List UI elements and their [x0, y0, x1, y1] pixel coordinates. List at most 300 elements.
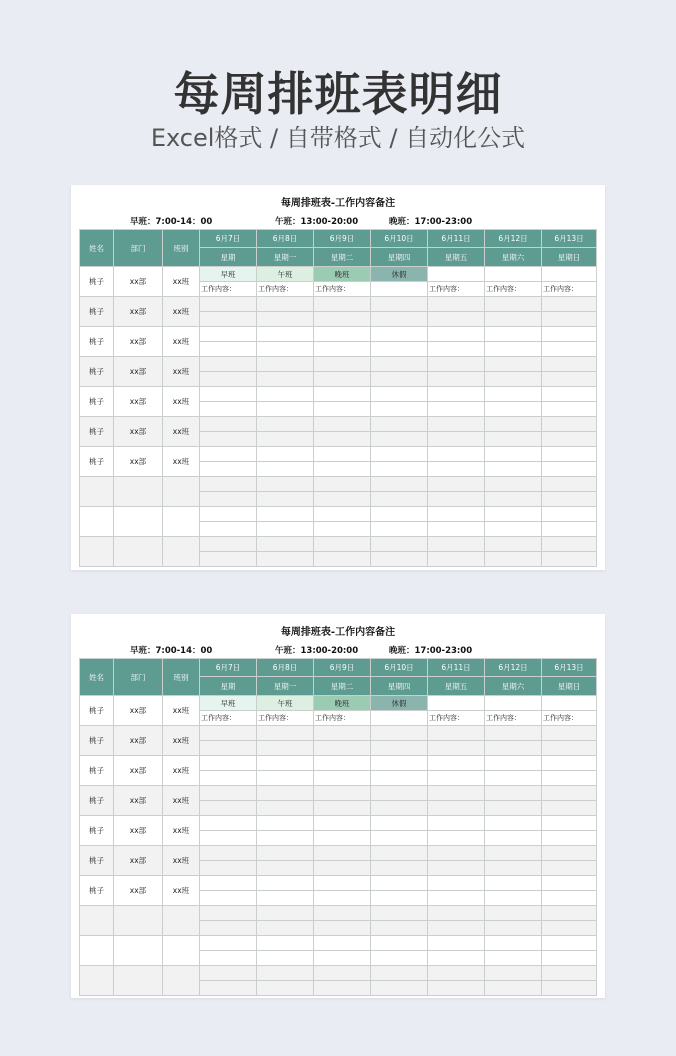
work-note-cell[interactable]: 工作内容：: [314, 711, 371, 726]
shift-cell[interactable]: [371, 297, 428, 312]
shift-cell[interactable]: [485, 327, 542, 342]
work-note-cell[interactable]: [257, 921, 314, 936]
employee-name[interactable]: 桃子: [80, 816, 114, 846]
shift-cell[interactable]: [371, 507, 428, 522]
work-note-cell[interactable]: [428, 921, 485, 936]
employee-name[interactable]: 桃子: [80, 756, 114, 786]
work-note-cell[interactable]: [257, 492, 314, 507]
work-note-cell[interactable]: [200, 741, 257, 756]
work-note-cell[interactable]: 工作内容：: [485, 711, 542, 726]
work-note-cell[interactable]: [542, 432, 597, 447]
shift-cell[interactable]: [200, 726, 257, 741]
employee-group[interactable]: xx班: [163, 447, 200, 477]
work-note-cell[interactable]: 工作内容：: [200, 711, 257, 726]
work-note-cell[interactable]: [428, 831, 485, 846]
shift-cell[interactable]: [371, 966, 428, 981]
employee-name[interactable]: 桃子: [80, 267, 114, 297]
shift-cell[interactable]: [371, 906, 428, 921]
work-note-cell[interactable]: [542, 522, 597, 537]
shift-cell[interactable]: [200, 537, 257, 552]
employee-dept[interactable]: xx部: [114, 357, 163, 387]
work-note-cell[interactable]: [485, 801, 542, 816]
work-note-cell[interactable]: 工作内容：: [542, 282, 597, 297]
work-note-cell[interactable]: [314, 432, 371, 447]
shift-cell[interactable]: [314, 906, 371, 921]
work-note-cell[interactable]: [485, 741, 542, 756]
shift-cell[interactable]: [542, 297, 597, 312]
work-note-cell[interactable]: [542, 951, 597, 966]
shift-cell[interactable]: [428, 966, 485, 981]
shift-cell[interactable]: [428, 756, 485, 771]
shift-cell[interactable]: [257, 507, 314, 522]
work-note-cell[interactable]: [428, 462, 485, 477]
work-note-cell[interactable]: [428, 741, 485, 756]
shift-cell[interactable]: [485, 417, 542, 432]
shift-cell[interactable]: [200, 966, 257, 981]
shift-cell[interactable]: [542, 786, 597, 801]
work-note-cell[interactable]: [371, 372, 428, 387]
shift-cell[interactable]: [314, 846, 371, 861]
shift-cell[interactable]: [542, 726, 597, 741]
work-note-cell[interactable]: [257, 342, 314, 357]
employee-name[interactable]: 桃子: [80, 327, 114, 357]
shift-cell[interactable]: [485, 537, 542, 552]
shift-cell[interactable]: 休假: [371, 696, 428, 711]
employee-name[interactable]: 桃子: [80, 726, 114, 756]
work-note-cell[interactable]: [200, 492, 257, 507]
employee-group[interactable]: xx班: [163, 327, 200, 357]
employee-group[interactable]: xx班: [163, 267, 200, 297]
shift-cell[interactable]: [485, 297, 542, 312]
employee-group[interactable]: xx班: [163, 417, 200, 447]
shift-cell[interactable]: [542, 267, 597, 282]
shift-cell[interactable]: [257, 417, 314, 432]
shift-cell[interactable]: [314, 726, 371, 741]
work-note-cell[interactable]: [371, 282, 428, 297]
work-note-cell[interactable]: [257, 402, 314, 417]
shift-cell[interactable]: 早班: [200, 267, 257, 282]
shift-cell[interactable]: [314, 816, 371, 831]
shift-cell[interactable]: [200, 846, 257, 861]
employee-dept[interactable]: xx部: [114, 756, 163, 786]
shift-cell[interactable]: [371, 756, 428, 771]
work-note-cell[interactable]: [371, 711, 428, 726]
work-note-cell[interactable]: [257, 951, 314, 966]
shift-cell[interactable]: [542, 816, 597, 831]
shift-cell[interactable]: [314, 537, 371, 552]
work-note-cell[interactable]: [314, 741, 371, 756]
work-note-cell[interactable]: [542, 831, 597, 846]
employee-name[interactable]: 桃子: [80, 876, 114, 906]
work-note-cell[interactable]: [485, 312, 542, 327]
shift-cell[interactable]: [314, 357, 371, 372]
shift-cell[interactable]: [428, 297, 485, 312]
shift-cell[interactable]: [200, 936, 257, 951]
work-note-cell[interactable]: [485, 432, 542, 447]
employee-dept[interactable]: xx部: [114, 816, 163, 846]
work-note-cell[interactable]: [371, 342, 428, 357]
employee-group[interactable]: xx班: [163, 696, 200, 726]
work-note-cell[interactable]: [485, 921, 542, 936]
shift-cell[interactable]: [314, 297, 371, 312]
work-note-cell[interactable]: [314, 891, 371, 906]
shift-cell[interactable]: [200, 387, 257, 402]
shift-cell[interactable]: [542, 357, 597, 372]
work-note-cell[interactable]: [485, 342, 542, 357]
work-note-cell[interactable]: [542, 552, 597, 567]
shift-cell[interactable]: [485, 507, 542, 522]
shift-cell[interactable]: [371, 327, 428, 342]
shift-cell[interactable]: [485, 936, 542, 951]
work-note-cell[interactable]: 工作内容：: [314, 282, 371, 297]
employee-dept[interactable]: xx部: [114, 327, 163, 357]
employee-name[interactable]: 桃子: [80, 387, 114, 417]
work-note-cell[interactable]: [314, 771, 371, 786]
shift-cell[interactable]: 午班: [257, 696, 314, 711]
work-note-cell[interactable]: [485, 462, 542, 477]
shift-cell[interactable]: [428, 846, 485, 861]
work-note-cell[interactable]: [542, 861, 597, 876]
shift-cell[interactable]: [257, 297, 314, 312]
work-note-cell[interactable]: [257, 831, 314, 846]
shift-cell[interactable]: [257, 786, 314, 801]
shift-cell[interactable]: [485, 357, 542, 372]
shift-cell[interactable]: [200, 816, 257, 831]
shift-cell[interactable]: [257, 726, 314, 741]
shift-cell[interactable]: [485, 387, 542, 402]
work-note-cell[interactable]: [542, 312, 597, 327]
shift-cell[interactable]: [428, 786, 485, 801]
shift-cell[interactable]: [428, 327, 485, 342]
employee-name[interactable]: 桃子: [80, 846, 114, 876]
work-note-cell[interactable]: [485, 981, 542, 996]
shift-cell[interactable]: [314, 417, 371, 432]
shift-cell[interactable]: [428, 387, 485, 402]
work-note-cell[interactable]: [257, 981, 314, 996]
work-note-cell[interactable]: [257, 312, 314, 327]
shift-cell[interactable]: [314, 477, 371, 492]
shift-cell[interactable]: 午班: [257, 267, 314, 282]
work-note-cell[interactable]: [371, 462, 428, 477]
shift-cell[interactable]: [314, 507, 371, 522]
work-note-cell[interactable]: [314, 831, 371, 846]
work-note-cell[interactable]: 工作内容：: [542, 711, 597, 726]
work-note-cell[interactable]: [257, 861, 314, 876]
work-note-cell[interactable]: [371, 921, 428, 936]
employee-dept[interactable]: xx部: [114, 846, 163, 876]
shift-cell[interactable]: [542, 936, 597, 951]
work-note-cell[interactable]: [428, 522, 485, 537]
work-note-cell[interactable]: [542, 771, 597, 786]
employee-dept[interactable]: xx部: [114, 726, 163, 756]
work-note-cell[interactable]: [314, 861, 371, 876]
shift-cell[interactable]: 早班: [200, 696, 257, 711]
work-note-cell[interactable]: [428, 861, 485, 876]
work-note-cell[interactable]: [542, 741, 597, 756]
shift-cell[interactable]: [485, 786, 542, 801]
shift-cell[interactable]: 晚班: [314, 696, 371, 711]
shift-cell[interactable]: [485, 906, 542, 921]
shift-cell[interactable]: [428, 696, 485, 711]
shift-cell[interactable]: [314, 327, 371, 342]
shift-cell[interactable]: [371, 447, 428, 462]
work-note-cell[interactable]: [428, 342, 485, 357]
employee-group[interactable]: xx班: [163, 756, 200, 786]
shift-cell[interactable]: [371, 726, 428, 741]
shift-cell[interactable]: [257, 906, 314, 921]
work-note-cell[interactable]: [200, 861, 257, 876]
work-note-cell[interactable]: [314, 402, 371, 417]
shift-cell[interactable]: [371, 387, 428, 402]
work-note-cell[interactable]: [314, 312, 371, 327]
employee-group[interactable]: xx班: [163, 816, 200, 846]
work-note-cell[interactable]: [428, 372, 485, 387]
shift-cell[interactable]: [485, 966, 542, 981]
work-note-cell[interactable]: [371, 402, 428, 417]
shift-cell[interactable]: [485, 756, 542, 771]
work-note-cell[interactable]: [200, 801, 257, 816]
work-note-cell[interactable]: [314, 372, 371, 387]
work-note-cell[interactable]: [200, 342, 257, 357]
work-note-cell[interactable]: [485, 402, 542, 417]
employee-dept[interactable]: xx部: [114, 297, 163, 327]
shift-cell[interactable]: [371, 786, 428, 801]
shift-cell[interactable]: [371, 537, 428, 552]
shift-cell[interactable]: [485, 477, 542, 492]
work-note-cell[interactable]: 工作内容：: [200, 282, 257, 297]
shift-cell[interactable]: [485, 447, 542, 462]
work-note-cell[interactable]: [200, 951, 257, 966]
work-note-cell[interactable]: [371, 432, 428, 447]
employee-group[interactable]: xx班: [163, 726, 200, 756]
shift-cell[interactable]: 晚班: [314, 267, 371, 282]
shift-cell[interactable]: 休假: [371, 267, 428, 282]
work-note-cell[interactable]: [542, 342, 597, 357]
shift-cell[interactable]: [314, 876, 371, 891]
work-note-cell[interactable]: [257, 372, 314, 387]
shift-cell[interactable]: [257, 756, 314, 771]
shift-cell[interactable]: [314, 756, 371, 771]
shift-cell[interactable]: [542, 756, 597, 771]
work-note-cell[interactable]: [200, 432, 257, 447]
work-note-cell[interactable]: [200, 771, 257, 786]
work-note-cell[interactable]: [200, 462, 257, 477]
work-note-cell[interactable]: [371, 981, 428, 996]
work-note-cell[interactable]: [428, 432, 485, 447]
shift-cell[interactable]: [371, 816, 428, 831]
employee-group[interactable]: xx班: [163, 786, 200, 816]
shift-cell[interactable]: [485, 816, 542, 831]
work-note-cell[interactable]: [200, 831, 257, 846]
work-note-cell[interactable]: [428, 402, 485, 417]
work-note-cell[interactable]: [257, 462, 314, 477]
shift-cell[interactable]: [428, 936, 485, 951]
work-note-cell[interactable]: [257, 432, 314, 447]
employee-name[interactable]: 桃子: [80, 417, 114, 447]
shift-cell[interactable]: [257, 876, 314, 891]
employee-dept[interactable]: xx部: [114, 267, 163, 297]
shift-cell[interactable]: [371, 876, 428, 891]
shift-cell[interactable]: [257, 537, 314, 552]
work-note-cell[interactable]: 工作内容：: [428, 282, 485, 297]
shift-cell[interactable]: [257, 357, 314, 372]
employee-group[interactable]: xx班: [163, 846, 200, 876]
employee-group[interactable]: xx班: [163, 297, 200, 327]
employee-name[interactable]: 桃子: [80, 447, 114, 477]
shift-cell[interactable]: [485, 696, 542, 711]
work-note-cell[interactable]: [200, 921, 257, 936]
shift-cell[interactable]: [542, 537, 597, 552]
work-note-cell[interactable]: [485, 861, 542, 876]
work-note-cell[interactable]: [314, 951, 371, 966]
work-note-cell[interactable]: [314, 921, 371, 936]
work-note-cell[interactable]: [428, 492, 485, 507]
shift-cell[interactable]: [542, 966, 597, 981]
work-note-cell[interactable]: [485, 372, 542, 387]
work-note-cell[interactable]: [428, 981, 485, 996]
work-note-cell[interactable]: [314, 981, 371, 996]
work-note-cell[interactable]: [371, 801, 428, 816]
work-note-cell[interactable]: 工作内容：: [257, 282, 314, 297]
work-note-cell[interactable]: [428, 891, 485, 906]
employee-name[interactable]: 桃子: [80, 297, 114, 327]
employee-dept[interactable]: xx部: [114, 417, 163, 447]
shift-cell[interactable]: [485, 267, 542, 282]
work-note-cell[interactable]: [314, 522, 371, 537]
work-note-cell[interactable]: [485, 951, 542, 966]
work-note-cell[interactable]: [200, 312, 257, 327]
work-note-cell[interactable]: [200, 552, 257, 567]
work-note-cell[interactable]: [371, 552, 428, 567]
shift-cell[interactable]: [542, 417, 597, 432]
shift-cell[interactable]: [200, 327, 257, 342]
work-note-cell[interactable]: [314, 342, 371, 357]
shift-cell[interactable]: [542, 846, 597, 861]
shift-cell[interactable]: [257, 846, 314, 861]
work-note-cell[interactable]: [485, 831, 542, 846]
shift-cell[interactable]: [428, 537, 485, 552]
shift-cell[interactable]: [257, 966, 314, 981]
work-note-cell[interactable]: [371, 831, 428, 846]
shift-cell[interactable]: [314, 447, 371, 462]
work-note-cell[interactable]: [485, 552, 542, 567]
shift-cell[interactable]: [542, 696, 597, 711]
work-note-cell[interactable]: [200, 891, 257, 906]
shift-cell[interactable]: [200, 876, 257, 891]
employee-group[interactable]: xx班: [163, 357, 200, 387]
shift-cell[interactable]: [428, 876, 485, 891]
work-note-cell[interactable]: [200, 981, 257, 996]
employee-dept[interactable]: xx部: [114, 876, 163, 906]
work-note-cell[interactable]: 工作内容：: [428, 711, 485, 726]
shift-cell[interactable]: [371, 477, 428, 492]
shift-cell[interactable]: [314, 786, 371, 801]
shift-cell[interactable]: [542, 327, 597, 342]
work-note-cell[interactable]: [371, 771, 428, 786]
work-note-cell[interactable]: [428, 312, 485, 327]
employee-dept[interactable]: xx部: [114, 387, 163, 417]
shift-cell[interactable]: [257, 477, 314, 492]
shift-cell[interactable]: [200, 447, 257, 462]
work-note-cell[interactable]: [200, 522, 257, 537]
work-note-cell[interactable]: [200, 402, 257, 417]
shift-cell[interactable]: [257, 387, 314, 402]
shift-cell[interactable]: [314, 387, 371, 402]
shift-cell[interactable]: [542, 906, 597, 921]
employee-dept[interactable]: xx部: [114, 786, 163, 816]
shift-cell[interactable]: [200, 756, 257, 771]
shift-cell[interactable]: [428, 477, 485, 492]
shift-cell[interactable]: [314, 966, 371, 981]
work-note-cell[interactable]: [314, 492, 371, 507]
employee-dept[interactable]: xx部: [114, 447, 163, 477]
shift-cell[interactable]: [257, 447, 314, 462]
work-note-cell[interactable]: [371, 522, 428, 537]
work-note-cell[interactable]: 工作内容：: [485, 282, 542, 297]
work-note-cell[interactable]: [314, 552, 371, 567]
work-note-cell[interactable]: [428, 801, 485, 816]
shift-cell[interactable]: [485, 876, 542, 891]
work-note-cell[interactable]: [371, 312, 428, 327]
work-note-cell[interactable]: [257, 771, 314, 786]
work-note-cell[interactable]: [257, 891, 314, 906]
shift-cell[interactable]: [428, 906, 485, 921]
work-note-cell[interactable]: [485, 522, 542, 537]
shift-cell[interactable]: [428, 816, 485, 831]
work-note-cell[interactable]: [257, 552, 314, 567]
work-note-cell[interactable]: [542, 492, 597, 507]
employee-name[interactable]: 桃子: [80, 696, 114, 726]
shift-cell[interactable]: [200, 477, 257, 492]
employee-dept[interactable]: xx部: [114, 696, 163, 726]
shift-cell[interactable]: [371, 417, 428, 432]
work-note-cell[interactable]: [428, 771, 485, 786]
shift-cell[interactable]: [428, 357, 485, 372]
shift-cell[interactable]: [485, 846, 542, 861]
shift-cell[interactable]: [542, 387, 597, 402]
work-note-cell[interactable]: [542, 921, 597, 936]
work-note-cell[interactable]: [428, 951, 485, 966]
shift-cell[interactable]: [428, 417, 485, 432]
employee-group[interactable]: xx班: [163, 876, 200, 906]
work-note-cell[interactable]: [542, 891, 597, 906]
work-note-cell[interactable]: [257, 741, 314, 756]
shift-cell[interactable]: [428, 507, 485, 522]
work-note-cell[interactable]: [314, 462, 371, 477]
shift-cell[interactable]: [257, 327, 314, 342]
shift-cell[interactable]: [257, 936, 314, 951]
work-note-cell[interactable]: 工作内容：: [257, 711, 314, 726]
work-note-cell[interactable]: [485, 492, 542, 507]
shift-cell[interactable]: [200, 906, 257, 921]
shift-cell[interactable]: [371, 846, 428, 861]
work-note-cell[interactable]: [200, 372, 257, 387]
work-note-cell[interactable]: [542, 402, 597, 417]
shift-cell[interactable]: [542, 876, 597, 891]
work-note-cell[interactable]: [371, 951, 428, 966]
shift-cell[interactable]: [200, 357, 257, 372]
shift-cell[interactable]: [257, 816, 314, 831]
employee-group[interactable]: xx班: [163, 387, 200, 417]
shift-cell[interactable]: [485, 726, 542, 741]
work-note-cell[interactable]: [257, 801, 314, 816]
shift-cell[interactable]: [428, 726, 485, 741]
work-note-cell[interactable]: [314, 801, 371, 816]
shift-cell[interactable]: [314, 936, 371, 951]
work-note-cell[interactable]: [542, 372, 597, 387]
work-note-cell[interactable]: [371, 861, 428, 876]
shift-cell[interactable]: [200, 507, 257, 522]
